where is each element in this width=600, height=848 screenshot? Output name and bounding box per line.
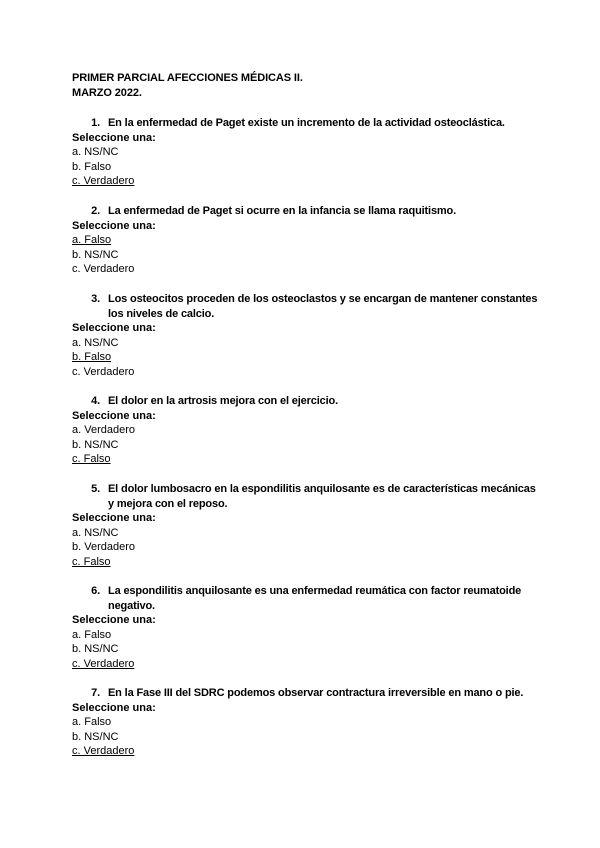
question-block [72,584,542,672]
answer-option-selected[interactable]: c. Falso [72,555,111,568]
answer-option[interactable]: b. NS/NC [72,643,119,656]
question-text: La espondilitis anquilosante es una enfermedad reumática con factor reumatoide negativo. [108,585,522,612]
question-number: 2. [91,205,100,217]
select-prompt: Seleccione una: [72,512,156,525]
question-statement [72,292,542,321]
select-prompt: Seleccione una: [72,322,156,335]
answer-option[interactable]: c. Verdadero [72,263,135,276]
title-line-2: MARZO 2022. [72,87,142,99]
question-number: 6. [91,585,100,597]
answer-option-selected[interactable]: c. Verdadero [72,175,135,188]
question-number: 4. [91,395,100,407]
answer-option[interactable]: b. NS/NC [72,248,119,261]
question-block [72,482,542,570]
question-statement [72,116,542,131]
answer-option[interactable]: a. Falso [72,716,112,729]
answer-option-selected[interactable]: c. Verdadero [72,745,135,758]
question-statement [72,482,542,511]
answer-option-selected[interactable]: c. Verdadero [72,657,135,670]
question-text: Los osteocitos proceden de los osteoclastos y se encargan de mantener constantes los niveles de calcio. [108,293,538,320]
select-prompt: Seleccione una: [72,409,156,422]
question-number: 3. [91,293,100,305]
document-title [72,71,303,101]
question-statement [72,686,542,701]
question-block [72,394,542,467]
question-text: En la enfermedad de Paget existe un incremento de la actividad osteoclástica. [108,117,505,129]
question-text: El dolor lumbosacro en la espondilitis anquilosante es de características mecánicas y mejora con el reposo. [108,483,536,510]
question-block [72,116,542,189]
answer-option[interactable]: a. NS/NC [72,146,119,159]
select-prompt: Seleccione una: [72,219,156,232]
answer-option-selected[interactable]: a. Falso [72,234,112,247]
select-prompt: Seleccione una: [72,131,156,144]
answer-option[interactable]: b. Verdadero [72,541,135,554]
title-line-1: PRIMER PARCIAL AFECCIONES MÉDICAS II. [72,72,303,84]
question-statement [72,204,542,219]
question-block [72,686,542,759]
answer-option[interactable]: a. Falso [72,628,112,641]
question-text: La enfermedad de Paget si ocurre en la infancia se llama raquitismo. [108,205,457,217]
answer-option-selected[interactable]: c. Falso [72,453,111,466]
question-text: El dolor en la artrosis mejora con el ejercicio. [108,395,338,407]
question-text: En la Fase III del SDRC podemos observar contractura irreversible en mano o pie. [108,687,524,699]
question-block [72,292,542,380]
select-prompt: Seleccione una: [72,701,156,714]
select-prompt: Seleccione una: [72,614,156,627]
answer-option[interactable]: b. NS/NC [72,730,119,743]
question-block [72,204,542,277]
answer-option[interactable]: b. Falso [72,160,112,173]
answer-option[interactable]: a. NS/NC [72,336,119,349]
question-number: 7. [91,687,100,699]
question-statement [72,584,542,613]
answer-option[interactable]: c. Verdadero [72,365,135,378]
question-statement [72,394,542,409]
answer-option[interactable]: a. NS/NC [72,526,119,539]
answer-option-selected[interactable]: b. Falso [72,351,112,364]
answer-option[interactable]: a. Verdadero [72,424,135,437]
question-number: 1. [91,117,100,129]
answer-option[interactable]: b. NS/NC [72,438,119,451]
question-number: 5. [91,483,100,495]
